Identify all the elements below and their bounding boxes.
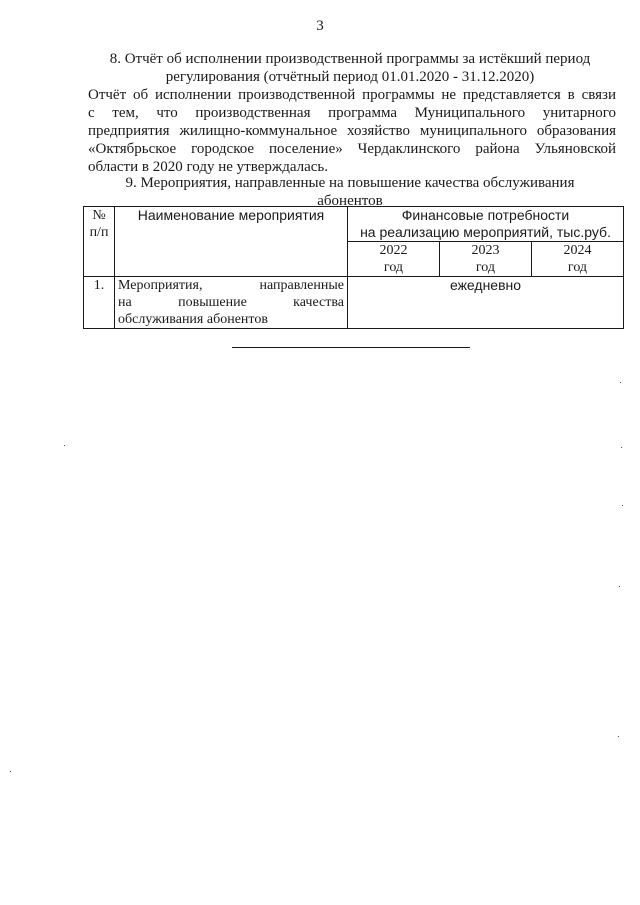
paragraph-line: «Октябрьское городское поселение» Чердаклинского района Ульяновской bbox=[88, 141, 616, 157]
year-unit: год bbox=[383, 260, 404, 275]
year-value: 2023 bbox=[471, 243, 500, 258]
section-8-heading-line1: 8. Отчёт об исполнении производственной программы за истёкший период bbox=[109, 51, 591, 67]
year-cell-2022 bbox=[348, 242, 440, 277]
row-num-cell: 1. bbox=[84, 277, 115, 329]
paragraph-line: области в 2020 году не утверждалась. bbox=[88, 159, 329, 175]
events-table bbox=[83, 206, 624, 329]
header-num-line2: п/п bbox=[89, 225, 109, 240]
scan-speck bbox=[618, 736, 619, 737]
header-finance-cell bbox=[348, 207, 624, 242]
section-9-heading-line1: 9. Мероприятия, направленные на повышение качества обслуживания bbox=[125, 175, 575, 191]
table-row bbox=[84, 277, 624, 329]
paragraph-line: предприятия жилищно-коммунальное хозяйство муниципального образования bbox=[88, 123, 616, 139]
row-name-line: на повышение качества bbox=[118, 295, 344, 310]
scan-speck bbox=[622, 505, 623, 506]
year-cell-2024 bbox=[531, 242, 623, 277]
section-9-heading bbox=[80, 174, 620, 210]
scan-speck bbox=[621, 447, 622, 448]
scan-speck bbox=[10, 771, 11, 772]
section-8-paragraph bbox=[88, 86, 616, 176]
paragraph-line: с тем, что производственная программа Муниципального унитарного bbox=[88, 105, 616, 121]
paragraph-line: Отчёт об исполнении производственной программы не представляется в связи bbox=[88, 87, 616, 103]
table-header-row bbox=[84, 207, 624, 242]
year-value: 2022 bbox=[379, 243, 408, 258]
header-num-line1: № bbox=[92, 208, 106, 223]
section-8-heading bbox=[80, 50, 620, 86]
page-number: 3 bbox=[316, 18, 324, 34]
row-value-cell: ежедневно bbox=[348, 277, 624, 329]
end-divider bbox=[232, 347, 470, 348]
header-num-cell bbox=[84, 207, 115, 277]
scan-speck bbox=[64, 445, 65, 446]
row-name-line: обслуживания абонентов bbox=[118, 312, 268, 327]
year-unit: год bbox=[567, 260, 588, 275]
section-9-heading-line2: абонентов bbox=[317, 193, 383, 209]
year-unit: год bbox=[475, 260, 496, 275]
header-name-cell: Наименование мероприятия bbox=[115, 207, 348, 277]
header-finance-line2: на реализацию мероприятий, тыс.руб. bbox=[360, 224, 611, 240]
section-8-heading-line2: регулирования (отчётный период 01.01.2020 - 31.12.2020) bbox=[165, 69, 535, 85]
year-value: 2024 bbox=[563, 243, 592, 258]
year-cell-2023 bbox=[439, 242, 531, 277]
scan-speck bbox=[620, 382, 621, 383]
row-name-line: Мероприятия, направленные bbox=[118, 278, 344, 293]
scan-speck bbox=[619, 586, 620, 587]
row-name-cell bbox=[115, 277, 348, 329]
header-finance-line1: Финансовые потребности bbox=[401, 207, 570, 223]
